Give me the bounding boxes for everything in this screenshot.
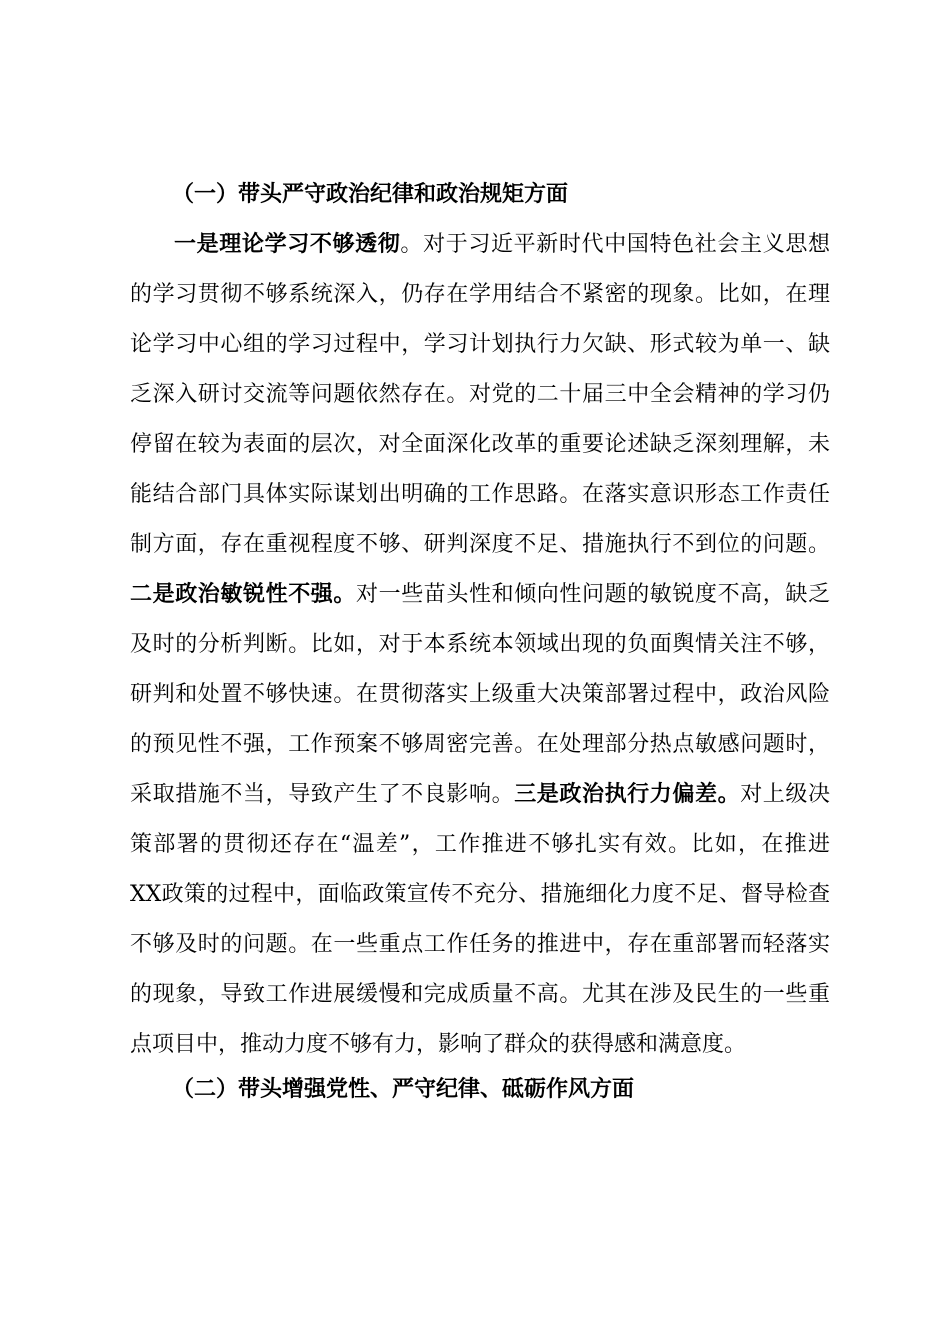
text-span: 点项目中，推动力度不够有力，影响了群众的获得感和满意度。 (130, 1032, 747, 1057)
text-line (130, 620, 830, 670)
bold-text: （二）带头增强党性、严守纪律、砥砺作风方面 (172, 1077, 635, 1102)
text-span: 策部署的贯彻还存在“温差”，工作推进不够扎实有效。比如，在推进 (130, 832, 830, 857)
text-span: 对上级决 (740, 782, 830, 807)
text-line (130, 420, 830, 470)
bold-text: 二是政治敏锐性不强。 (130, 582, 356, 607)
text-line (130, 520, 830, 570)
text-span: 的现象，导致工作进展缓慢和完成质量不高。尤其在涉及民生的一些重 (130, 982, 830, 1007)
bold-text: 一是理论学习不够透彻 (174, 232, 401, 257)
text-span: 论学习中心组的学习过程中，学习计划执行力欠缺、形式较为单一、缺 (130, 332, 830, 357)
text-span: 的预见性不强，工作预案不够周密完善。在处理部分热点敏感问题时， (130, 732, 830, 757)
text-line (130, 870, 830, 920)
text-line (130, 270, 830, 320)
text-line (130, 920, 830, 970)
text-line (130, 670, 830, 720)
text-span: 研判和处置不够快速。在贯彻落实上级重大决策部署过程中，政治风险 (130, 682, 830, 707)
text-line (130, 220, 830, 270)
text-line (130, 970, 830, 1020)
text-line (130, 570, 830, 620)
text-span: XX政策的过程中，面临政策宣传不充分、措施细化力度不足、督导检查 (130, 882, 830, 907)
document-body (130, 170, 830, 1115)
text-span: 及时的分析判断。比如，对于本系统本领域出现的负面舆情关注不够， (130, 632, 830, 657)
text-span: 。对于习近平新时代中国特色社会主义思想 (400, 232, 830, 257)
text-span: 不够及时的问题。在一些重点工作任务的推进中，存在重部署而轻落实 (130, 932, 830, 957)
text-line (130, 470, 830, 520)
text-line (130, 720, 830, 770)
text-line (130, 770, 830, 820)
text-line (130, 1020, 830, 1070)
bold-text: （一）带头严守政治纪律和政治规矩方面 (172, 182, 569, 207)
text-line (130, 370, 830, 420)
text-line (130, 820, 830, 870)
section-heading (130, 1065, 830, 1115)
text-span: 制方面，存在重视程度不够、研判深度不足、措施执行不到位的问题。 (130, 532, 830, 557)
section-heading (130, 170, 830, 220)
bold-text: 三是政治执行力偏差。 (514, 782, 741, 807)
text-span: 乏深入研讨交流等问题依然存在。对党的二十届三中全会精神的学习仍 (130, 382, 830, 407)
text-span: 对一些苗头性和倾向性问题的敏锐度不高，缺乏 (356, 582, 830, 607)
text-span: 采取措施不当，导致产生了不良影响。 (130, 782, 515, 807)
text-line (130, 320, 830, 370)
text-span: 的学习贯彻不够系统深入，仍存在学用结合不紧密的现象。比如，在理 (130, 282, 830, 307)
text-span: 能结合部门具体实际谋划出明确的工作思路。在落实意识形态工作责任 (130, 482, 830, 507)
text-span: 停留在较为表面的层次，对全面深化改革的重要论述缺乏深刻理解，未 (130, 432, 830, 457)
